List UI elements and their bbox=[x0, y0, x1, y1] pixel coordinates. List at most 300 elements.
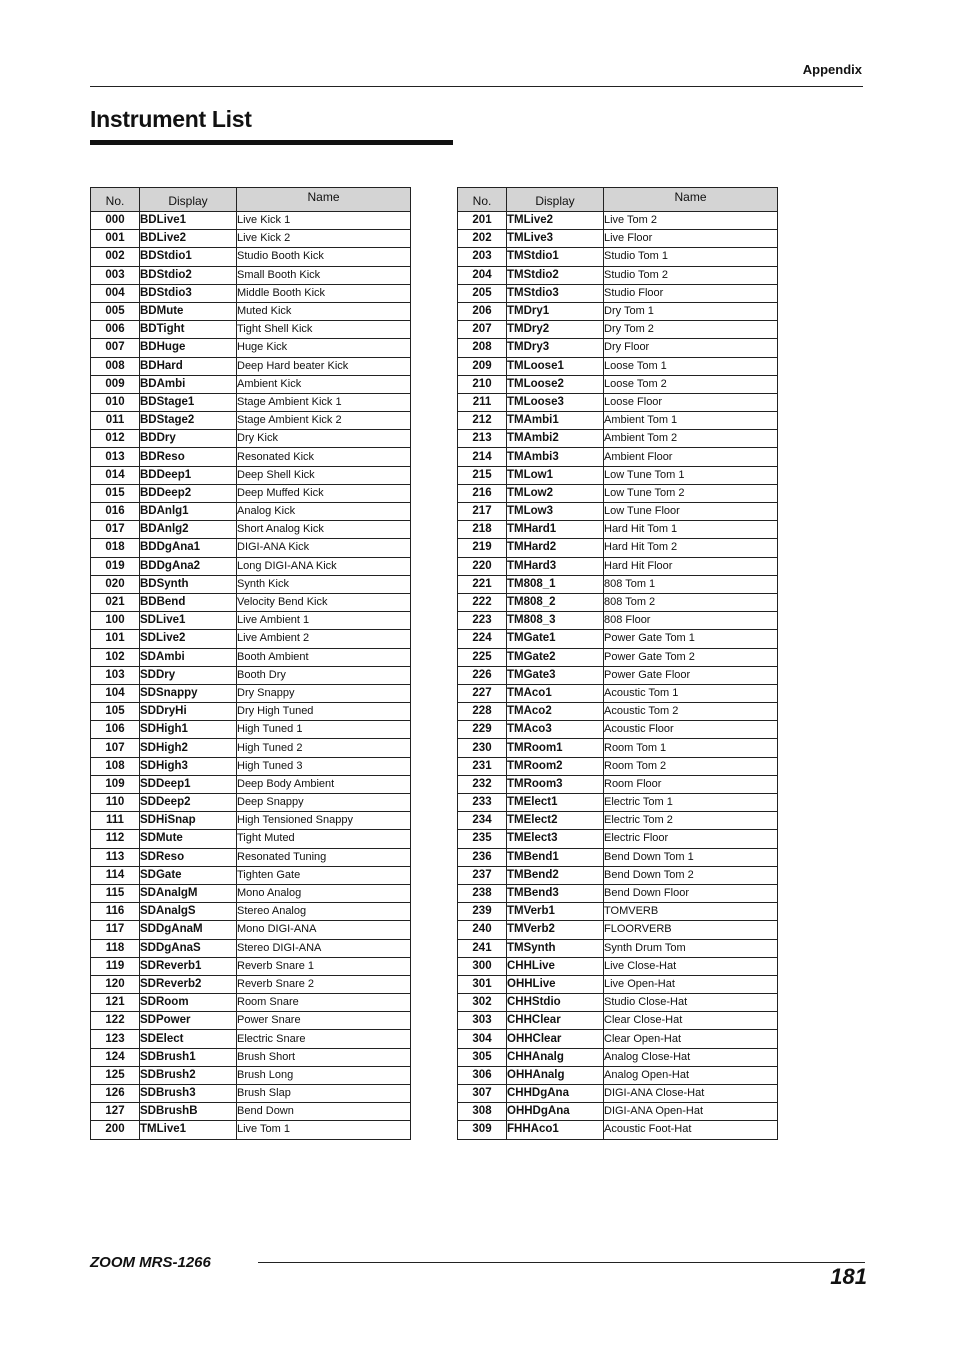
cell-display: FHHAco1 bbox=[507, 1121, 604, 1139]
table-row bbox=[91, 357, 411, 375]
table-row bbox=[458, 557, 778, 575]
cell-display: BDDgAna2 bbox=[140, 557, 237, 575]
table-row bbox=[458, 393, 778, 411]
table-row bbox=[91, 775, 411, 793]
table-row bbox=[458, 1121, 778, 1139]
cell-display: BDSynth bbox=[140, 575, 237, 593]
table-row bbox=[458, 484, 778, 502]
cell-no: 004 bbox=[91, 284, 140, 302]
cell-display: SDLive1 bbox=[140, 612, 237, 630]
cell-name: Middle Booth Kick bbox=[237, 284, 411, 302]
cell-no: 021 bbox=[91, 593, 140, 611]
cell-display: SDBrushB bbox=[140, 1103, 237, 1121]
cell-display: BDMute bbox=[140, 302, 237, 320]
cell-display: TMElect3 bbox=[507, 830, 604, 848]
table-row bbox=[458, 775, 778, 793]
cell-name: Muted Kick bbox=[237, 302, 411, 320]
cell-no: 309 bbox=[458, 1121, 507, 1139]
cell-name: Dry Tom 2 bbox=[604, 321, 778, 339]
table-row bbox=[91, 703, 411, 721]
cell-display: SDDeep1 bbox=[140, 775, 237, 793]
table-row bbox=[91, 939, 411, 957]
table-row bbox=[91, 630, 411, 648]
cell-name: Bend Down Floor bbox=[604, 884, 778, 902]
table-row bbox=[458, 1103, 778, 1121]
cell-no: 117 bbox=[91, 921, 140, 939]
cell-no: 207 bbox=[458, 321, 507, 339]
table-row bbox=[91, 212, 411, 230]
cell-name: Live Open-Hat bbox=[604, 975, 778, 993]
cell-no: 225 bbox=[458, 648, 507, 666]
cell-no: 226 bbox=[458, 666, 507, 684]
cell-no: 100 bbox=[91, 612, 140, 630]
table-row bbox=[91, 266, 411, 284]
cell-name: Live Ambient 1 bbox=[237, 612, 411, 630]
cell-display: TM808_3 bbox=[507, 612, 604, 630]
cell-display: TMLive2 bbox=[507, 212, 604, 230]
cell-name: Hard Hit Tom 2 bbox=[604, 539, 778, 557]
cell-name: Loose Tom 1 bbox=[604, 357, 778, 375]
cell-no: 232 bbox=[458, 775, 507, 793]
cell-no: 107 bbox=[91, 739, 140, 757]
cell-name: Hard Hit Tom 1 bbox=[604, 521, 778, 539]
cell-no: 017 bbox=[91, 521, 140, 539]
table-row bbox=[91, 248, 411, 266]
cell-no: 300 bbox=[458, 957, 507, 975]
cell-no: 220 bbox=[458, 557, 507, 575]
cell-name: High Tensioned Snappy bbox=[237, 812, 411, 830]
table-row bbox=[91, 1085, 411, 1103]
cell-name: Reverb Snare 1 bbox=[237, 957, 411, 975]
cell-display: BDStdio1 bbox=[140, 248, 237, 266]
cell-display: TMAco2 bbox=[507, 703, 604, 721]
cell-display: SDBrush1 bbox=[140, 1048, 237, 1066]
cell-name: Electric Snare bbox=[237, 1030, 411, 1048]
table-row bbox=[458, 230, 778, 248]
table-row bbox=[91, 339, 411, 357]
cell-display: TMStdio1 bbox=[507, 248, 604, 266]
cell-display: TMLow3 bbox=[507, 503, 604, 521]
table-row bbox=[91, 412, 411, 430]
cell-display: TMStdio3 bbox=[507, 284, 604, 302]
table-row bbox=[91, 994, 411, 1012]
table-row bbox=[458, 630, 778, 648]
cell-name: Live Kick 2 bbox=[237, 230, 411, 248]
cell-no: 012 bbox=[91, 430, 140, 448]
cell-no: 219 bbox=[458, 539, 507, 557]
cell-no: 109 bbox=[91, 775, 140, 793]
cell-name: Live Tom 2 bbox=[604, 212, 778, 230]
table-row bbox=[91, 430, 411, 448]
table-row bbox=[458, 412, 778, 430]
cell-name: Bend Down Tom 2 bbox=[604, 866, 778, 884]
table-row bbox=[458, 284, 778, 302]
cell-name: Stage Ambient Kick 1 bbox=[237, 393, 411, 411]
cell-name: Tight Shell Kick bbox=[237, 321, 411, 339]
cell-name: Resonated Tuning bbox=[237, 848, 411, 866]
table-row bbox=[458, 848, 778, 866]
cell-no: 239 bbox=[458, 903, 507, 921]
cell-name: Power Snare bbox=[237, 1012, 411, 1030]
cell-no: 013 bbox=[91, 448, 140, 466]
table-row bbox=[91, 321, 411, 339]
cell-no: 002 bbox=[91, 248, 140, 266]
table-row bbox=[91, 230, 411, 248]
table-row bbox=[458, 903, 778, 921]
cell-name: High Tuned 2 bbox=[237, 739, 411, 757]
cell-display: TMAmbi3 bbox=[507, 448, 604, 466]
table-row bbox=[458, 466, 778, 484]
cell-display: TMDry1 bbox=[507, 302, 604, 320]
cell-display: BDAnlg2 bbox=[140, 521, 237, 539]
table-row bbox=[458, 539, 778, 557]
table-row bbox=[458, 648, 778, 666]
cell-name: Ambient Tom 1 bbox=[604, 412, 778, 430]
table-row bbox=[458, 794, 778, 812]
cell-name: Dry Kick bbox=[237, 430, 411, 448]
cell-name: Hard Hit Floor bbox=[604, 557, 778, 575]
cell-no: 212 bbox=[458, 412, 507, 430]
cell-no: 304 bbox=[458, 1030, 507, 1048]
cell-display: BDLive2 bbox=[140, 230, 237, 248]
cell-display: BDHuge bbox=[140, 339, 237, 357]
cell-no: 241 bbox=[458, 939, 507, 957]
table-row bbox=[458, 1030, 778, 1048]
cell-no: 208 bbox=[458, 339, 507, 357]
table-row bbox=[91, 393, 411, 411]
cell-display: TMRoom1 bbox=[507, 739, 604, 757]
cell-display: BDStage2 bbox=[140, 412, 237, 430]
cell-name: Deep Hard beater Kick bbox=[237, 357, 411, 375]
cell-name: Ambient Floor bbox=[604, 448, 778, 466]
cell-no: 120 bbox=[91, 975, 140, 993]
table-row bbox=[458, 1012, 778, 1030]
cell-no: 234 bbox=[458, 812, 507, 830]
cell-no: 108 bbox=[91, 757, 140, 775]
cell-no: 211 bbox=[458, 393, 507, 411]
cell-display: TMRoom2 bbox=[507, 757, 604, 775]
cell-name: Dry Floor bbox=[604, 339, 778, 357]
cell-display: SDHiSnap bbox=[140, 812, 237, 830]
table-row bbox=[458, 321, 778, 339]
cell-no: 112 bbox=[91, 830, 140, 848]
cell-display: SDDgAnaS bbox=[140, 939, 237, 957]
cell-display: CHHDgAna bbox=[507, 1085, 604, 1103]
cell-no: 303 bbox=[458, 1012, 507, 1030]
cell-no: 113 bbox=[91, 848, 140, 866]
cell-no: 305 bbox=[458, 1048, 507, 1066]
cell-no: 221 bbox=[458, 575, 507, 593]
cell-no: 215 bbox=[458, 466, 507, 484]
table-row bbox=[91, 1103, 411, 1121]
cell-name: Live Tom 1 bbox=[237, 1121, 411, 1139]
header-rule bbox=[90, 86, 863, 87]
table-row bbox=[91, 375, 411, 393]
table-row bbox=[458, 302, 778, 320]
cell-name: FLOORVERB bbox=[604, 921, 778, 939]
cell-name: Deep Body Ambient bbox=[237, 775, 411, 793]
cell-display: TMRoom3 bbox=[507, 775, 604, 793]
section-label: Appendix bbox=[802, 62, 862, 77]
cell-no: 014 bbox=[91, 466, 140, 484]
cell-no: 010 bbox=[91, 393, 140, 411]
table-row bbox=[458, 884, 778, 902]
cell-display: TMAmbi2 bbox=[507, 430, 604, 448]
table-row bbox=[458, 503, 778, 521]
cell-name: DIGI-ANA Close-Hat bbox=[604, 1085, 778, 1103]
table-row bbox=[458, 957, 778, 975]
cell-no: 111 bbox=[91, 812, 140, 830]
column-header-no: No. bbox=[458, 188, 507, 212]
table-row bbox=[91, 975, 411, 993]
table-row bbox=[91, 539, 411, 557]
table-row bbox=[458, 266, 778, 284]
cell-no: 229 bbox=[458, 721, 507, 739]
table-row bbox=[458, 994, 778, 1012]
cell-display: BDLive1 bbox=[140, 212, 237, 230]
cell-name: Loose Floor bbox=[604, 393, 778, 411]
cell-name: Low Tune Tom 1 bbox=[604, 466, 778, 484]
footer-rule bbox=[258, 1262, 865, 1263]
cell-name: Studio Floor bbox=[604, 284, 778, 302]
cell-display: SDSnappy bbox=[140, 684, 237, 702]
cell-display: BDAnlg1 bbox=[140, 503, 237, 521]
cell-display: TMHard1 bbox=[507, 521, 604, 539]
cell-display: TMHard2 bbox=[507, 539, 604, 557]
cell-display: SDHigh1 bbox=[140, 721, 237, 739]
table-header-row bbox=[458, 188, 778, 212]
table-row bbox=[458, 666, 778, 684]
cell-display: SDReso bbox=[140, 848, 237, 866]
cell-display: SDElect bbox=[140, 1030, 237, 1048]
cell-no: 307 bbox=[458, 1085, 507, 1103]
table-row bbox=[91, 903, 411, 921]
cell-no: 200 bbox=[91, 1121, 140, 1139]
table-row bbox=[458, 866, 778, 884]
table-row bbox=[458, 975, 778, 993]
cell-no: 104 bbox=[91, 684, 140, 702]
cell-display: TMHard3 bbox=[507, 557, 604, 575]
cell-no: 118 bbox=[91, 939, 140, 957]
table-row bbox=[91, 1048, 411, 1066]
table-row bbox=[91, 1066, 411, 1084]
table-row bbox=[91, 666, 411, 684]
cell-no: 206 bbox=[458, 302, 507, 320]
cell-display: TMGate3 bbox=[507, 666, 604, 684]
cell-name: Electric Tom 2 bbox=[604, 812, 778, 830]
cell-no: 008 bbox=[91, 357, 140, 375]
cell-display: TMLive3 bbox=[507, 230, 604, 248]
cell-no: 210 bbox=[458, 375, 507, 393]
cell-display: SDDryHi bbox=[140, 703, 237, 721]
table-row bbox=[91, 612, 411, 630]
table-row bbox=[458, 721, 778, 739]
table-row bbox=[458, 812, 778, 830]
table-row bbox=[458, 612, 778, 630]
cell-no: 122 bbox=[91, 1012, 140, 1030]
cell-no: 213 bbox=[458, 430, 507, 448]
cell-no: 202 bbox=[458, 230, 507, 248]
cell-name: Acoustic Tom 2 bbox=[604, 703, 778, 721]
cell-no: 006 bbox=[91, 321, 140, 339]
cell-no: 235 bbox=[458, 830, 507, 848]
cell-display: BDTight bbox=[140, 321, 237, 339]
cell-name: Clear Close-Hat bbox=[604, 1012, 778, 1030]
cell-name: Brush Short bbox=[237, 1048, 411, 1066]
table-row bbox=[91, 593, 411, 611]
title-underline bbox=[90, 140, 453, 145]
product-name: ZOOM MRS-1266 bbox=[90, 1254, 211, 1271]
cell-display: TMVerb1 bbox=[507, 903, 604, 921]
cell-display: SDHigh3 bbox=[140, 757, 237, 775]
cell-no: 019 bbox=[91, 557, 140, 575]
table-row bbox=[458, 430, 778, 448]
cell-display: CHHLive bbox=[507, 957, 604, 975]
cell-no: 018 bbox=[91, 539, 140, 557]
cell-name: Power Gate Tom 1 bbox=[604, 630, 778, 648]
cell-display: OHHLive bbox=[507, 975, 604, 993]
cell-name: Tight Muted bbox=[237, 830, 411, 848]
cell-display: TMAco1 bbox=[507, 684, 604, 702]
cell-name: Reverb Snare 2 bbox=[237, 975, 411, 993]
table-row bbox=[458, 739, 778, 757]
table-row bbox=[91, 721, 411, 739]
cell-no: 009 bbox=[91, 375, 140, 393]
cell-display: SDBrush2 bbox=[140, 1066, 237, 1084]
cell-no: 230 bbox=[458, 739, 507, 757]
column-header-display: Display bbox=[140, 188, 237, 212]
instrument-table-right bbox=[457, 187, 778, 1140]
cell-name: Huge Kick bbox=[237, 339, 411, 357]
cell-no: 001 bbox=[91, 230, 140, 248]
cell-display: CHHStdio bbox=[507, 994, 604, 1012]
cell-display: TMBend3 bbox=[507, 884, 604, 902]
cell-name: Power Gate Tom 2 bbox=[604, 648, 778, 666]
cell-display: TMLive1 bbox=[140, 1121, 237, 1139]
cell-no: 308 bbox=[458, 1103, 507, 1121]
cell-display: TMLow2 bbox=[507, 484, 604, 502]
cell-display: OHHClear bbox=[507, 1030, 604, 1048]
cell-display: BDDgAna1 bbox=[140, 539, 237, 557]
cell-no: 119 bbox=[91, 957, 140, 975]
cell-name: Long DIGI-ANA Kick bbox=[237, 557, 411, 575]
table-row bbox=[458, 703, 778, 721]
cell-no: 000 bbox=[91, 212, 140, 230]
cell-name: Studio Tom 1 bbox=[604, 248, 778, 266]
cell-display: BDStdio3 bbox=[140, 284, 237, 302]
cell-name: Studio Close-Hat bbox=[604, 994, 778, 1012]
table-row bbox=[91, 848, 411, 866]
cell-no: 102 bbox=[91, 648, 140, 666]
table-row bbox=[458, 248, 778, 266]
table-row bbox=[458, 339, 778, 357]
table-row bbox=[91, 794, 411, 812]
cell-no: 003 bbox=[91, 266, 140, 284]
cell-name: Stereo Analog bbox=[237, 903, 411, 921]
table-row bbox=[91, 302, 411, 320]
cell-no: 125 bbox=[91, 1066, 140, 1084]
table-row bbox=[458, 448, 778, 466]
table-row bbox=[458, 1048, 778, 1066]
cell-name: Brush Long bbox=[237, 1066, 411, 1084]
table-row bbox=[91, 866, 411, 884]
cell-no: 124 bbox=[91, 1048, 140, 1066]
table-row bbox=[458, 593, 778, 611]
cell-name: Studio Booth Kick bbox=[237, 248, 411, 266]
cell-display: SDAnalgM bbox=[140, 884, 237, 902]
cell-name: DIGI-ANA Kick bbox=[237, 539, 411, 557]
cell-display: TMGate1 bbox=[507, 630, 604, 648]
cell-display: OHHAnalg bbox=[507, 1066, 604, 1084]
cell-display: SDAmbi bbox=[140, 648, 237, 666]
cell-name: Bend Down Tom 1 bbox=[604, 848, 778, 866]
cell-no: 016 bbox=[91, 503, 140, 521]
cell-no: 121 bbox=[91, 994, 140, 1012]
table-row bbox=[91, 957, 411, 975]
cell-name: 808 Tom 1 bbox=[604, 575, 778, 593]
cell-no: 228 bbox=[458, 703, 507, 721]
cell-no: 301 bbox=[458, 975, 507, 993]
cell-name: Analog Open-Hat bbox=[604, 1066, 778, 1084]
cell-display: TMLoose1 bbox=[507, 357, 604, 375]
cell-no: 238 bbox=[458, 884, 507, 902]
cell-name: Short Analog Kick bbox=[237, 521, 411, 539]
cell-display: TMBend2 bbox=[507, 866, 604, 884]
cell-name: TOMVERB bbox=[604, 903, 778, 921]
cell-no: 020 bbox=[91, 575, 140, 593]
cell-display: CHHAnalg bbox=[507, 1048, 604, 1066]
cell-name: Live Floor bbox=[604, 230, 778, 248]
table-row bbox=[458, 1085, 778, 1103]
cell-name: Room Snare bbox=[237, 994, 411, 1012]
table-row bbox=[91, 921, 411, 939]
cell-no: 105 bbox=[91, 703, 140, 721]
cell-no: 217 bbox=[458, 503, 507, 521]
cell-display: SDReverb1 bbox=[140, 957, 237, 975]
cell-no: 216 bbox=[458, 484, 507, 502]
column-header-name: Name bbox=[604, 188, 778, 212]
table-row bbox=[458, 939, 778, 957]
table-row bbox=[91, 648, 411, 666]
cell-display: BDDry bbox=[140, 430, 237, 448]
cell-name: Studio Tom 2 bbox=[604, 266, 778, 284]
cell-display: TM808_2 bbox=[507, 593, 604, 611]
page-number: 181 bbox=[830, 1264, 867, 1289]
cell-no: 306 bbox=[458, 1066, 507, 1084]
cell-name: Synth Kick bbox=[237, 575, 411, 593]
cell-name: Live Ambient 2 bbox=[237, 630, 411, 648]
cell-display: SDMute bbox=[140, 830, 237, 848]
cell-display: BDHard bbox=[140, 357, 237, 375]
table-row bbox=[458, 575, 778, 593]
cell-no: 203 bbox=[458, 248, 507, 266]
cell-no: 011 bbox=[91, 412, 140, 430]
table-row bbox=[91, 757, 411, 775]
table-row bbox=[91, 684, 411, 702]
cell-no: 218 bbox=[458, 521, 507, 539]
cell-display: BDStdio2 bbox=[140, 266, 237, 284]
cell-name: Dry Snappy bbox=[237, 684, 411, 702]
cell-display: SDAnalgS bbox=[140, 903, 237, 921]
cell-display: SDRoom bbox=[140, 994, 237, 1012]
cell-display: CHHClear bbox=[507, 1012, 604, 1030]
cell-display: BDDeep1 bbox=[140, 466, 237, 484]
cell-display: TMAmbi1 bbox=[507, 412, 604, 430]
cell-display: BDReso bbox=[140, 448, 237, 466]
cell-name: Acoustic Tom 1 bbox=[604, 684, 778, 702]
cell-display: OHHDgAna bbox=[507, 1103, 604, 1121]
cell-name: Tighten Gate bbox=[237, 866, 411, 884]
